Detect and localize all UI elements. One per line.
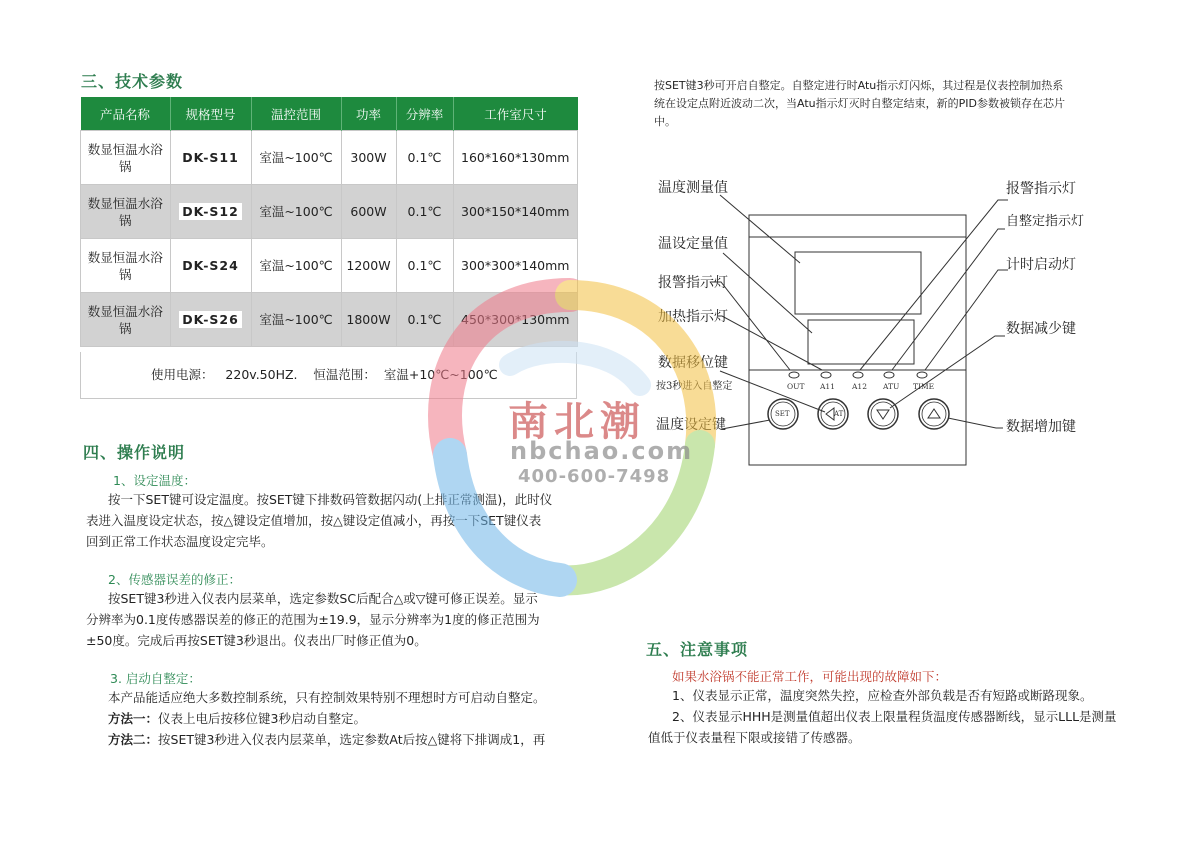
leader-line [722,420,770,429]
cell-size: 450*300*130mm [453,293,578,347]
led-label-a11: A11 [820,382,835,391]
cell-size: 300*150*140mm [453,185,578,239]
cell-range: 室温~100℃ [251,185,341,239]
led-label-out: OUT [787,382,805,391]
cell-range: 室温~100℃ [251,293,341,347]
increase-key[interactable] [919,399,949,429]
label-decrease-key: 数据减少键 [1006,321,1076,337]
right-top-line: 中。 [654,115,676,128]
cell-power: 300W [341,131,396,185]
cell-name: 数显恒温水浴锅 [81,131,171,185]
section5-title: 五、注意事项 [646,640,749,659]
cell-power: 1200W [341,239,396,293]
item3-line: 本产品能适应绝大多数控制系统，只有控制效果特别不理想时方可启动自整定。 [108,690,546,705]
method1-label: 方法一： [108,711,159,726]
label-alarm-led-right: 报警指示灯 [1006,181,1076,197]
right-top-line: 按SET键3秒可开启自整定。自整定进行时Atu指示灯闪烁，其过程是仪表控制加热系 [654,79,1064,92]
label-set-key: 温度设定键 [656,417,726,433]
cell-size: 300*300*140mm [453,239,578,293]
led-a11 [821,372,831,378]
label-alarm-led-left: 报警指示灯 [658,275,728,291]
label-timer-led: 计时启动灯 [1006,257,1076,273]
watermark-brand-en: nbchao.com [510,437,694,465]
led-time [917,372,927,378]
item2-line: 分辨率为0.1度传感器误差的修正的范围为±19.9，显示分辨率为1度的修正范围为 [86,612,540,627]
cell-resolution: 0.1℃ [396,185,453,239]
label-increase-key: 数据增加键 [1006,419,1076,435]
header-cell: 功率 [341,97,396,131]
shift-key[interactable] [818,399,848,429]
label-autotune-hint: 按3秒进入自整定 [656,381,733,392]
header-cell: 分辨率 [396,97,453,131]
item1-line: 回到正常工作状态温度设定完毕。 [86,534,274,549]
measured-display [795,252,921,314]
label-heating-led: 加热指示灯 [658,309,728,325]
fault-line: 2、仪表显示HHH是测量值超出仪表上限量程货温度传感器断线，显示LLL是测量 [672,709,1117,724]
leader-line [948,418,1003,428]
item1-line: 按一下SET键可设定温度。按SET键下排数码管数据闪动(上排正常测温)，此时仪 [108,492,553,507]
led-label-a12: A12 [852,382,867,391]
led-label-time: TIME [913,382,935,391]
decrease-key[interactable] [868,399,898,429]
shift-key-label: AT [834,410,844,418]
led-atu [884,372,894,378]
led-label-atu: ATU [883,382,900,391]
model-text: DK-S11 [179,149,242,166]
cell-resolution: 0.1℃ [396,239,453,293]
cell-resolution: 0.1℃ [396,131,453,185]
cell-name: 数显恒温水浴锅 [81,293,171,347]
leader-line [720,195,800,263]
cell-resolution: 0.1℃ [396,293,453,347]
section3-title: 三、技术参数 [81,72,184,91]
method1-text: 仪表上电后按移位键3秒启动自整定。 [158,711,366,726]
watermark-brand-cn: 南北潮 [508,399,646,445]
item2-title: 2、传感器误差的修正： [108,572,241,587]
right-top-line: 统在设定点附近波动二次，当Atu指示灯灭时自整定结束，新的PID参数被锁存在芯片 [654,97,1065,110]
cell-name: 数显恒温水浴锅 [81,239,171,293]
fault-warning: 如果水浴锅不能正常工作，可能出现的故障如下： [672,669,948,684]
header-cell: 产品名称 [81,97,171,131]
set-display [808,320,914,364]
item2-line: ±50度。完成后再按SET键3秒退出。仪表出厂时修正值为0。 [86,633,427,648]
label-measured-value: 温度测量值 [658,180,728,196]
cell-power: 600W [341,185,396,239]
method2-label: 方法二： [108,732,159,747]
header-cell: 温控范围 [251,97,341,131]
item3-title: 3. 启动自整定： [110,671,201,686]
model-text: DK-S12 [179,203,242,220]
header-cell: 工作室尺寸 [453,97,578,131]
label-shift-key: 数据移位键 [658,355,728,371]
model-text: DK-S26 [179,311,242,328]
item2-line: 按SET键3秒进入仪表内层菜单，选定参数SC后配合△或▽键可修正误差。显示 [108,591,538,606]
set-key-label: SET [775,410,790,418]
cell-range: 室温~100℃ [251,131,341,185]
cell-power: 1800W [341,293,396,347]
item1-title: 1、设定温度： [113,473,196,488]
fault-line: 1、仪表显示正常，温度突然失控，应检查外部负载是否有短路或断路现象。 [672,688,1093,703]
model-text: DK-S24 [179,257,242,274]
cell-name: 数显恒温水浴锅 [81,185,171,239]
fault-line: 值低于仪表量程下限或接错了传感器。 [648,730,861,745]
cell-size: 160*160*130mm [453,131,578,185]
label-autotune-led: 自整定指示灯 [1006,214,1085,229]
label-set-value: 温设定量值 [658,236,728,252]
section4-title: 四、操作说明 [83,443,186,462]
led-a12 [853,372,863,378]
method2-text: 按SET键3秒进入仪表内层菜单，选定参数At后按△键将下排调成1，再 [158,732,546,747]
cell-range: 室温~100℃ [251,239,341,293]
watermark-phone: 400-600-7498 [518,466,671,487]
supply-text: 使用电源： 220v.50HZ. 恒温范围： 室温+10℃~100℃ [151,367,498,382]
header-cell: 规格型号 [170,97,251,131]
leader-line [718,316,822,370]
led-out [789,372,799,378]
item1-line: 表进入温度设定状态，按△键设定值增加，按△键设定值减小，再按一下SET键仪表 [86,513,542,528]
